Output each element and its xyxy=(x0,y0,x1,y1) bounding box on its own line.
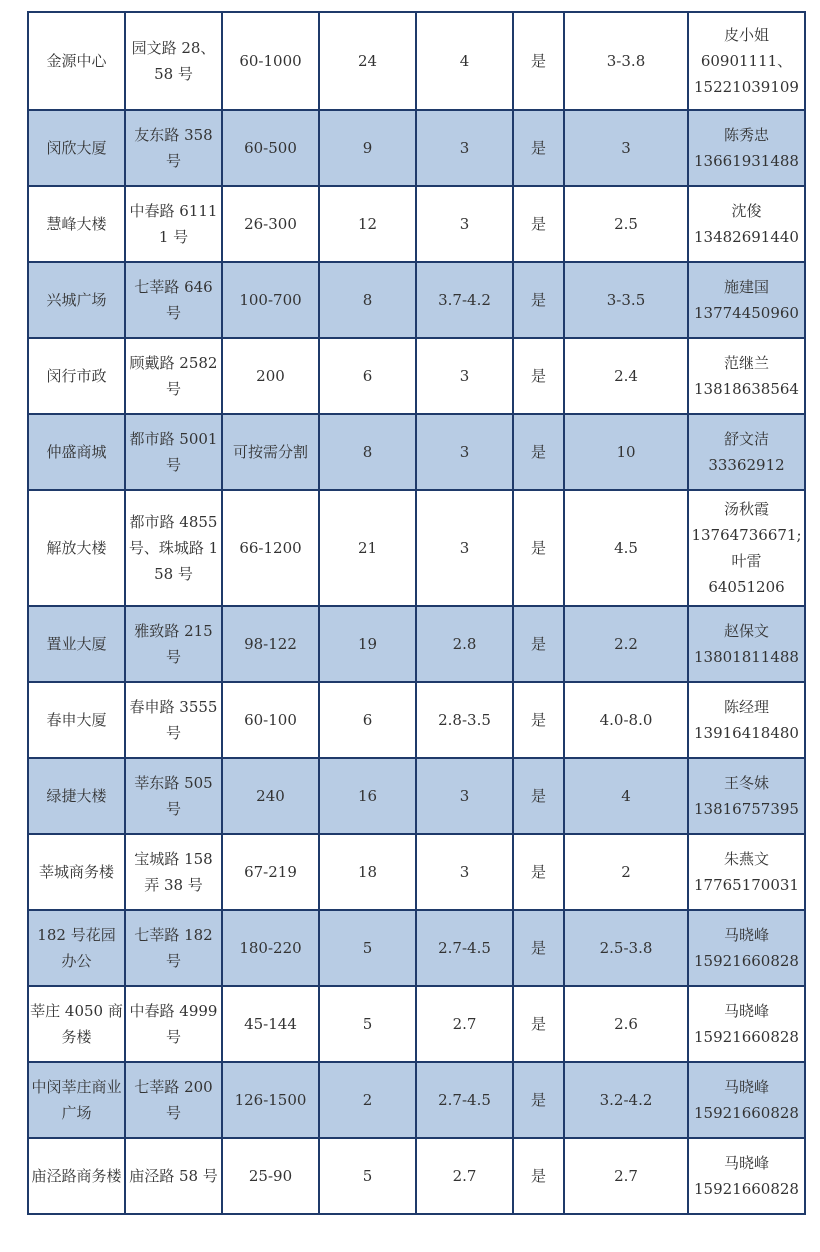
floors-cell: 8 xyxy=(319,262,416,338)
table-row xyxy=(28,986,805,1062)
area-cell: 60-1000 xyxy=(222,12,319,110)
contact-cell xyxy=(688,186,805,262)
rent-price-cell: 3.2-4.2 xyxy=(564,1062,688,1138)
table-row xyxy=(28,758,805,834)
office-listing-table xyxy=(27,11,806,1215)
area-cell: 126-1500 xyxy=(222,1062,319,1138)
floors-cell: 19 xyxy=(319,606,416,682)
availability-flag-cell: 是 xyxy=(513,110,564,186)
address-cell: 春申路 3555 号 xyxy=(125,682,222,758)
address-cell: 莘东路 505 号 xyxy=(125,758,222,834)
contact-cell xyxy=(688,682,805,758)
building-name-cell: 兴城广场 xyxy=(28,262,125,338)
floor-height-cell: 3 xyxy=(416,490,513,606)
rent-price-cell: 3 xyxy=(564,110,688,186)
contact-cell xyxy=(688,834,805,910)
contact-cell xyxy=(688,758,805,834)
availability-flag-cell: 是 xyxy=(513,682,564,758)
floor-height-cell: 3.7-4.2 xyxy=(416,262,513,338)
contact-line: 64051206 xyxy=(708,578,785,596)
contact-line: 13764736671; xyxy=(691,526,802,544)
building-name-cell: 金源中心 xyxy=(28,12,125,110)
table-row xyxy=(28,682,805,758)
floors-cell: 18 xyxy=(319,834,416,910)
contact-line: 马晓峰 xyxy=(723,1154,769,1172)
building-name-cell: 置业大厦 xyxy=(28,606,125,682)
area-cell: 200 xyxy=(222,338,319,414)
table-body xyxy=(28,12,805,1214)
building-name-cell: 庙泾路商务楼 xyxy=(28,1138,125,1214)
area-cell: 180-220 xyxy=(222,910,319,986)
address-cell: 雅致路 215 号 xyxy=(125,606,222,682)
area-cell: 60-100 xyxy=(222,682,319,758)
floor-height-cell: 2.7-4.5 xyxy=(416,910,513,986)
contact-line: 范继兰 xyxy=(723,354,769,372)
floor-height-cell: 2.7-4.5 xyxy=(416,1062,513,1138)
floor-height-cell: 4 xyxy=(416,12,513,110)
floor-height-cell: 2.8 xyxy=(416,606,513,682)
address-cell: 都市路 4855 号、珠城路 158 号 xyxy=(125,490,222,606)
floors-cell: 6 xyxy=(319,682,416,758)
rent-price-cell: 2.5-3.8 xyxy=(564,910,688,986)
availability-flag-cell: 是 xyxy=(513,414,564,490)
building-name-cell: 解放大楼 xyxy=(28,490,125,606)
floors-cell: 6 xyxy=(319,338,416,414)
contact-line: 皮小姐 xyxy=(723,26,769,44)
building-name-cell: 仲盛商城 xyxy=(28,414,125,490)
area-cell: 67-219 xyxy=(222,834,319,910)
table-row xyxy=(28,262,805,338)
contact-line: 马晓峰 xyxy=(723,1078,769,1096)
contact-line: 15921660828 xyxy=(694,1104,799,1122)
table-row xyxy=(28,490,805,606)
contact-line: 舒文洁 xyxy=(723,430,769,448)
table-row xyxy=(28,186,805,262)
contact-line: 王冬妹 xyxy=(723,774,769,792)
floor-height-cell: 3 xyxy=(416,110,513,186)
floor-height-cell: 3 xyxy=(416,758,513,834)
floors-cell: 21 xyxy=(319,490,416,606)
address-cell: 宝城路 158 弄 38 号 xyxy=(125,834,222,910)
building-name-cell: 闵行市政 xyxy=(28,338,125,414)
floor-height-cell: 2.7 xyxy=(416,1138,513,1214)
rent-price-cell: 4 xyxy=(564,758,688,834)
table-row xyxy=(28,110,805,186)
building-name-cell: 春申大厦 xyxy=(28,682,125,758)
area-cell: 可按需分割 xyxy=(222,414,319,490)
contact-line: 13816757395 xyxy=(694,800,799,818)
contact-line: 13661931488 xyxy=(694,152,799,170)
building-name-cell: 绿捷大楼 xyxy=(28,758,125,834)
address-cell: 七莘路 182 号 xyxy=(125,910,222,986)
availability-flag-cell: 是 xyxy=(513,1138,564,1214)
rent-price-cell: 2 xyxy=(564,834,688,910)
contact-line: 沈俊 xyxy=(731,202,762,220)
rent-price-cell: 2.5 xyxy=(564,186,688,262)
address-cell: 中春路 61111 号 xyxy=(125,186,222,262)
contact-line: 13774450960 xyxy=(694,304,799,322)
building-name-cell: 182 号花园办公 xyxy=(28,910,125,986)
contact-line: 施建国 xyxy=(723,278,769,296)
office-listing-table-container xyxy=(27,11,806,1215)
floor-height-cell: 3 xyxy=(416,186,513,262)
availability-flag-cell: 是 xyxy=(513,186,564,262)
floor-height-cell: 2.7 xyxy=(416,986,513,1062)
floors-cell: 12 xyxy=(319,186,416,262)
contact-line: 60901111、 xyxy=(700,52,793,70)
building-name-cell: 闵欣大厦 xyxy=(28,110,125,186)
floor-height-cell: 3 xyxy=(416,834,513,910)
area-cell: 25-90 xyxy=(222,1138,319,1214)
contact-cell xyxy=(688,110,805,186)
building-name-cell: 慧峰大楼 xyxy=(28,186,125,262)
contact-line: 13916418480 xyxy=(694,724,799,742)
table-row xyxy=(28,910,805,986)
availability-flag-cell: 是 xyxy=(513,12,564,110)
contact-line: 15221039109 xyxy=(694,78,799,96)
address-cell: 庙泾路 58 号 xyxy=(125,1138,222,1214)
rent-price-cell: 2.7 xyxy=(564,1138,688,1214)
contact-line: 33362912 xyxy=(708,456,785,474)
area-cell: 98-122 xyxy=(222,606,319,682)
rent-price-cell: 2.4 xyxy=(564,338,688,414)
rent-price-cell: 3-3.8 xyxy=(564,12,688,110)
rent-price-cell: 3-3.5 xyxy=(564,262,688,338)
area-cell: 45-144 xyxy=(222,986,319,1062)
floor-height-cell: 3 xyxy=(416,414,513,490)
rent-price-cell: 4.0-8.0 xyxy=(564,682,688,758)
rent-price-cell: 10 xyxy=(564,414,688,490)
contact-line: 15921660828 xyxy=(694,1028,799,1046)
contact-cell xyxy=(688,338,805,414)
availability-flag-cell: 是 xyxy=(513,910,564,986)
rent-price-cell: 2.2 xyxy=(564,606,688,682)
table-row xyxy=(28,1138,805,1214)
rent-price-cell: 2.6 xyxy=(564,986,688,1062)
availability-flag-cell: 是 xyxy=(513,606,564,682)
address-cell: 友东路 358 号 xyxy=(125,110,222,186)
area-cell: 100-700 xyxy=(222,262,319,338)
contact-line: 陈秀忠 xyxy=(723,126,769,144)
contact-line: 陈经理 xyxy=(723,698,769,716)
availability-flag-cell: 是 xyxy=(513,338,564,414)
floors-cell: 8 xyxy=(319,414,416,490)
area-cell: 240 xyxy=(222,758,319,834)
floors-cell: 5 xyxy=(319,986,416,1062)
table-row xyxy=(28,834,805,910)
availability-flag-cell: 是 xyxy=(513,490,564,606)
floors-cell: 2 xyxy=(319,1062,416,1138)
table-row xyxy=(28,606,805,682)
area-cell: 66-1200 xyxy=(222,490,319,606)
address-cell: 中春路 4999 号 xyxy=(125,986,222,1062)
contact-line: 13482691440 xyxy=(694,228,799,246)
address-cell: 七莘路 200 号 xyxy=(125,1062,222,1138)
table-row xyxy=(28,12,805,110)
contact-cell xyxy=(688,1138,805,1214)
contact-cell xyxy=(688,490,805,606)
contact-line: 赵保文 xyxy=(723,622,769,640)
contact-line: 13801811488 xyxy=(694,648,799,666)
contact-line: 13818638564 xyxy=(694,380,799,398)
address-cell: 七莘路 646 号 xyxy=(125,262,222,338)
availability-flag-cell: 是 xyxy=(513,262,564,338)
address-cell: 都市路 5001 号 xyxy=(125,414,222,490)
availability-flag-cell: 是 xyxy=(513,758,564,834)
table-row xyxy=(28,414,805,490)
contact-cell xyxy=(688,12,805,110)
availability-flag-cell: 是 xyxy=(513,834,564,910)
rent-price-cell: 4.5 xyxy=(564,490,688,606)
contact-line: 汤秋霞 xyxy=(723,500,769,518)
contact-cell xyxy=(688,986,805,1062)
contact-cell xyxy=(688,1062,805,1138)
table-row xyxy=(28,338,805,414)
availability-flag-cell: 是 xyxy=(513,986,564,1062)
floor-height-cell: 2.8-3.5 xyxy=(416,682,513,758)
contact-line: 马晓峰 xyxy=(723,1002,769,1020)
contact-line: 17765170031 xyxy=(694,876,799,894)
contact-line: 15921660828 xyxy=(694,1180,799,1198)
contact-cell xyxy=(688,262,805,338)
contact-line: 15921660828 xyxy=(694,952,799,970)
availability-flag-cell: 是 xyxy=(513,1062,564,1138)
floor-height-cell: 3 xyxy=(416,338,513,414)
area-cell: 60-500 xyxy=(222,110,319,186)
address-cell: 园文路 28、58 号 xyxy=(125,12,222,110)
contact-line: 马晓峰 xyxy=(723,926,769,944)
building-name-cell: 莘庄 4050 商务楼 xyxy=(28,986,125,1062)
building-name-cell: 莘城商务楼 xyxy=(28,834,125,910)
contact-cell xyxy=(688,910,805,986)
floors-cell: 5 xyxy=(319,1138,416,1214)
building-name-cell: 中闵莘庄商业广场 xyxy=(28,1062,125,1138)
table-row xyxy=(28,1062,805,1138)
contact-line: 朱燕文 xyxy=(723,850,769,868)
area-cell: 26-300 xyxy=(222,186,319,262)
floors-cell: 24 xyxy=(319,12,416,110)
contact-cell xyxy=(688,414,805,490)
contact-line: 叶雷 xyxy=(731,552,762,570)
floors-cell: 5 xyxy=(319,910,416,986)
floors-cell: 16 xyxy=(319,758,416,834)
contact-cell xyxy=(688,606,805,682)
floors-cell: 9 xyxy=(319,110,416,186)
address-cell: 顾戴路 2582 号 xyxy=(125,338,222,414)
